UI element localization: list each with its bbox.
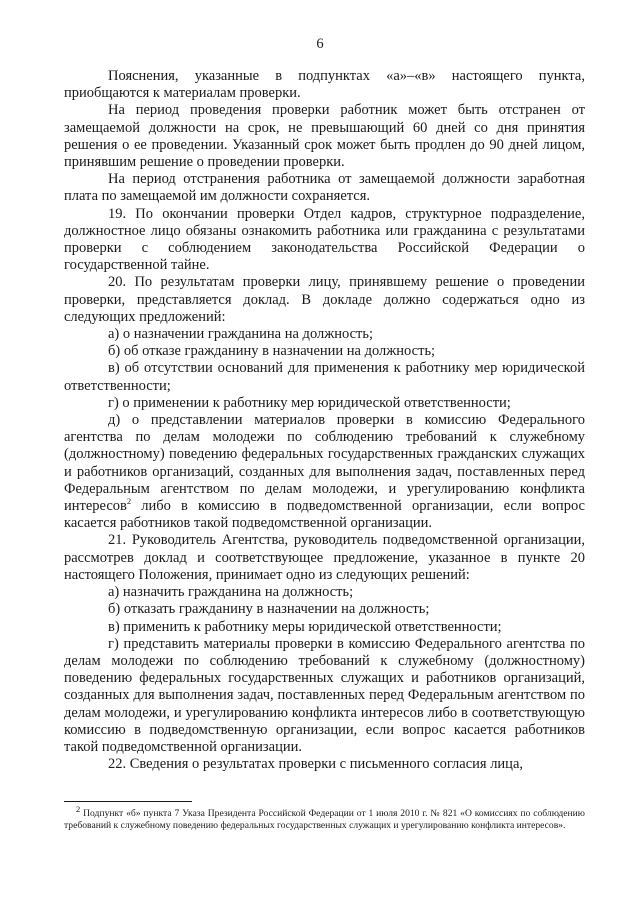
footnote-2	[64, 803, 585, 832]
paragraph-salary-retained: На период отстранения работника от замещаемой должности заработная плата по замещаемой им должности сохраняется.	[64, 171, 585, 205]
paragraph-20-g: г) о применении к работнику мер юридической ответственности;	[108, 394, 511, 411]
footnote	[64, 803, 585, 832]
footnote-marker: 2	[76, 803, 81, 814]
paragraph-20-d-part1: д) о представлении материалов проверки в комиссию Федерального агентства по делам молодежи по соблюдению требований к служебному (должностному) поведению федеральных государственных гражданских служащих и работников организаций, созданных для выполнения задач, поставленных перед Федеральным агентством по делам молодежи, и урегулированию конфликта интересов	[64, 412, 585, 515]
body-text	[64, 68, 585, 773]
paragraph-19: 19. По окончании проверки Отдел кадров, структурное подразделение, должностное лицо обязаны ознакомить работника или гражданина с результатами проверки с соблюдением законодательства Российской Федерации о государственной тайне.	[64, 205, 585, 274]
paragraph-20-a: а) о назначении гражданина на должность;	[108, 326, 374, 343]
paragraph-21-a: а) назначить гражданина на должность;	[108, 584, 354, 601]
paragraph-suspension-period: На период проведения проверки работник может быть отстранен от замещаемой должности на срок, не превышающий 60 дней со дня принятия решения о ее проведении. Указанный срок может быть продлен до 90 дней лицом, принявшим решение о проведении проверки.	[64, 102, 585, 171]
footnote-reference[interactable]: 2	[126, 496, 132, 507]
footnote-text: Подпункт «б» пункта 7 Указа Президента Российской Федерации от 1 июля 2010 г. № 821 «О комиссиях по соблюдению требований к служебному поведению федеральных государственных служащих и урегулированию конфликта интересов».	[64, 808, 585, 831]
page-number: 6	[316, 36, 324, 52]
paragraph-20-b: б) об отказе гражданину в назначении на должность;	[108, 343, 436, 360]
paragraph-21-g: г) представить материалы проверки в комиссию Федерального агентства по делам молодежи по соблюдению требований к служебному (должностному) поведению федеральных государственных служащих и работников организаций, созданных для выполнения задач, поставленных перед Федеральным агентством по делам молодежи, и урегулированию конфликта интересов либо в соответствующую комиссию в подведомственную организации, если вопрос касается работников такой подведомственной организации.	[64, 635, 585, 755]
paragraph-21-v: в) применить к работнику меры юридической ответственности;	[108, 618, 502, 635]
paragraph-explanations: Пояснения, указанные в подпунктах «а»–«в» настоящего пункта, приобщаются к материалам проверки.	[64, 68, 585, 102]
footnote-divider	[64, 801, 192, 802]
paragraph-22: 22. Сведения о результатах проверки с письменного согласия лица,	[108, 756, 524, 773]
paragraph-20: 20. По результатам проверки лицу, принявшему решение о проведении проверки, представляется доклад. В докладе должно содержаться одно из следующих предложений:	[64, 274, 585, 325]
paragraph-20-d	[64, 412, 585, 532]
paragraph-21: 21. Руководитель Агентства, руководитель подведомственной организации, рассмотрев доклад и соответствующее предложение, указанное в пункте 20 настоящего Положения, принимает одно из следующих решений:	[64, 532, 585, 583]
paragraph-20-d-part2: либо в комиссию в подведомственной организации, если вопрос касается работников такой подведомственной организации.	[64, 498, 585, 532]
paragraph-20-v: в) об отсутствии оснований для применения к работнику мер юридической ответственности;	[64, 360, 585, 394]
paragraph-21-b: б) отказать гражданину в назначении на должность;	[108, 601, 430, 618]
